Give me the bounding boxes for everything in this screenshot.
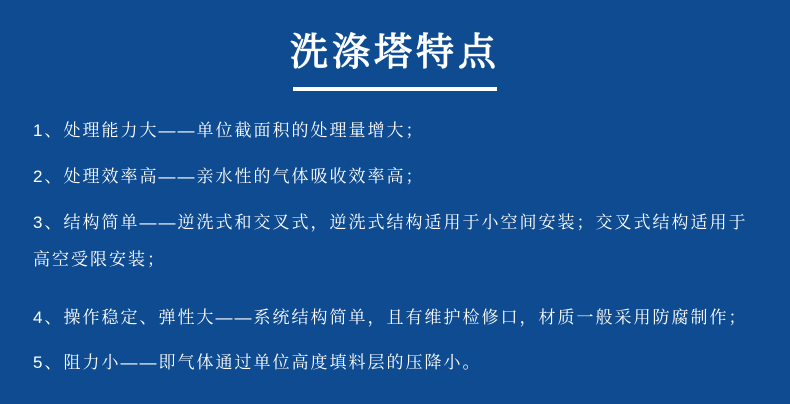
page-title: 洗涤塔特点: [289, 32, 500, 74]
feature-item-2: 2、处理效率高——亲水性的气体吸收效率高；: [33, 167, 425, 186]
feature-item-3-line-2: 高空受限安装；: [33, 250, 166, 269]
feature-item-5: 5、阻力小——即气体通过单位高度填料层的压降小。: [33, 353, 482, 372]
feature-item-4: 4、操作稳定、弹性大——系统结构简单，且有维护检修口，材质一般采用防腐制作；: [33, 308, 748, 327]
feature-item-3-line-1: 3、结构简单——逆洗式和交叉式，逆洗式结构适用于小空间安装；交叉式结构适用于: [33, 213, 748, 232]
feature-item-1: 1、处理能力大——单位截面积的处理量增大；: [33, 121, 425, 140]
title-underline-divider: [293, 87, 497, 91]
